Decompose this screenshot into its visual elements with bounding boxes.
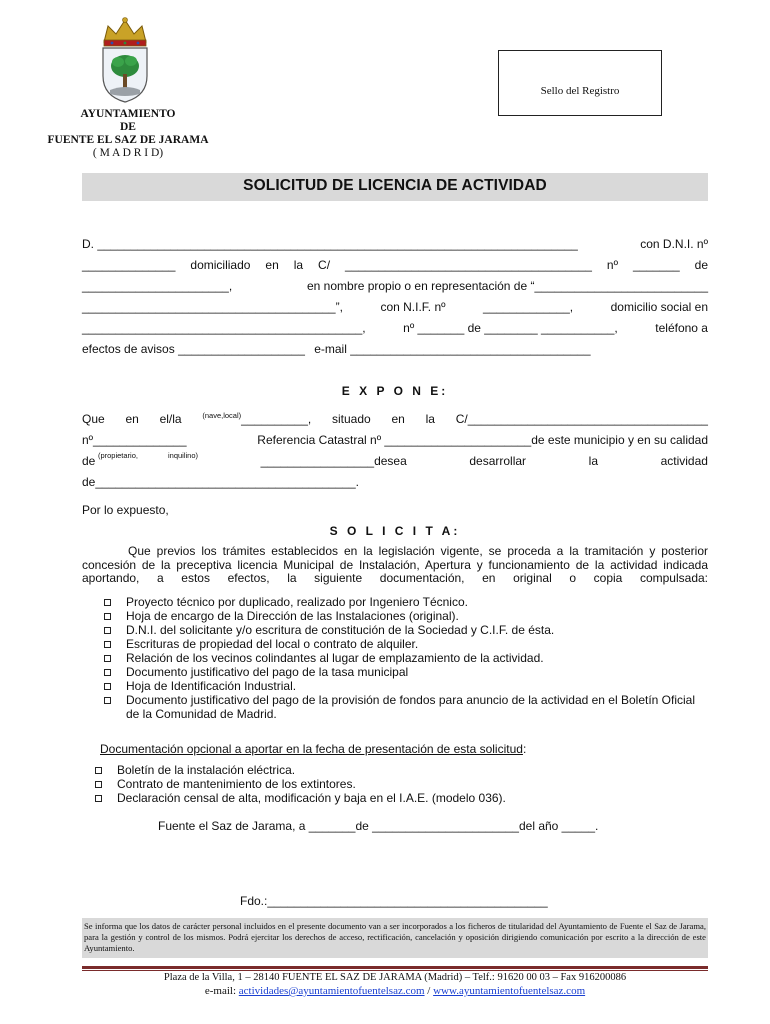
nif-field[interactable]: _____________,	[483, 300, 574, 314]
word-desarrollar: desarrollar	[469, 454, 527, 468]
list-item-label: Relación de los vecinos colindantes al lugar de emplazamiento de la actividad.	[126, 651, 544, 665]
optional-docs-title-text: Documentación opcional a aportar en la fecha de presentación de esta solicitud	[100, 742, 523, 756]
word-que: Que	[82, 412, 105, 426]
form-line-contact[interactable]	[82, 342, 652, 356]
list-item-label: Declaración censal de alta, modificación y baja en el I.A.E. (modelo 036).	[117, 791, 506, 805]
dni-field[interactable]: ______________	[82, 258, 176, 272]
checkbox[interactable]	[104, 683, 111, 690]
activity-field[interactable]: de_______________________________________.	[82, 475, 359, 489]
list-item-label: D.N.I. del solicitante y/o escritura de constitución de la Sociedad y C.I.F. de ésta.	[126, 623, 555, 637]
email-field[interactable]: ____________________________________	[350, 342, 591, 356]
owner-hint: (propietario,	[97, 451, 138, 460]
checkbox[interactable]	[104, 613, 111, 620]
list-item-label: Documento justificativo del pago de la tasa municipal	[126, 665, 409, 679]
list-item-label: Proyecto técnico por duplicado, realizado por Ingeniero Técnico.	[126, 595, 468, 609]
list-item-label: Hoja de encargo de la Dirección de las Instalaciones (original).	[126, 609, 459, 623]
word-de: de	[82, 454, 96, 468]
list-item[interactable]	[104, 609, 708, 623]
checkbox[interactable]	[95, 781, 102, 788]
list-item[interactable]	[104, 679, 708, 693]
word-en: en	[125, 412, 139, 426]
dni-label: con D.N.I. nº	[640, 237, 708, 251]
word-la: la	[293, 258, 304, 272]
list-item[interactable]	[95, 763, 708, 777]
checkbox[interactable]	[104, 655, 111, 662]
footer-separator: /	[427, 985, 431, 997]
cadastral-reference-field[interactable]: Referencia Catastral nº ______________________de este municipio y en su calidad	[257, 433, 708, 447]
word-la: la	[425, 412, 435, 426]
checkbox[interactable]	[95, 795, 102, 802]
list-item-label: Documento justificativo del pago de la provisión de fondos para anuncio de la actividad en el Boletín Oficial de la Comunidad de Madrid.	[126, 693, 696, 721]
street-field[interactable]: _____________________________________	[345, 258, 592, 272]
checkbox[interactable]	[104, 627, 111, 634]
list-item-label: Contrato de mantenimiento de los extintores.	[117, 777, 356, 791]
premises-type-field[interactable]: __________,	[241, 412, 312, 426]
address-number-city-field[interactable]: nº _______ de ________ ___________,	[403, 321, 618, 335]
title-bar	[82, 173, 708, 201]
notices-label: efectos de avisos	[82, 342, 175, 356]
footer-email-label: e-mail:	[204, 985, 237, 997]
form-line-applicant[interactable]	[82, 237, 708, 251]
optional-documents-list	[95, 763, 708, 805]
list-item-label: Escrituras de propiedad del local o contrato de alquiler.	[126, 637, 419, 651]
expone-line-3[interactable]	[82, 451, 708, 468]
checkbox[interactable]	[104, 697, 111, 704]
form-line-nif[interactable]	[82, 300, 708, 314]
social-address-label: domicilio social en	[610, 300, 708, 314]
list-item[interactable]	[104, 665, 708, 679]
word-en: en	[265, 258, 279, 272]
tenant-hint: inquilino)	[167, 451, 199, 460]
list-item[interactable]	[104, 623, 708, 637]
word-situado: situado	[331, 412, 371, 426]
list-item-label: Hoja de Identificación Industrial.	[126, 679, 297, 693]
checkbox[interactable]	[95, 767, 102, 774]
footer-divider	[82, 966, 708, 969]
optional-docs-title	[100, 742, 526, 756]
municipality-name: FUENTE EL SAZ DE JARAMA	[47, 134, 209, 146]
phone-field[interactable]: ___________________	[178, 342, 305, 356]
solicita-heading: S O L I C I T A:	[329, 524, 461, 538]
required-documents-list	[104, 595, 708, 721]
form-line-representation[interactable]	[82, 279, 708, 293]
document-title: SOLICITUD DE LICENCIA DE ACTIVIDAD	[243, 177, 547, 194]
expone-line-1[interactable]	[82, 412, 708, 428]
word-la: la	[588, 454, 598, 468]
province-label: ( M A D R I D)	[92, 147, 164, 159]
list-item[interactable]	[95, 791, 708, 805]
number-label: nº	[606, 258, 618, 272]
street-label: C/	[318, 258, 331, 272]
nif-label: con N.I.F. nº	[380, 300, 446, 314]
word-de: de	[694, 258, 708, 272]
data-protection-notice: Se informa que los datos de carácter personal incluidos en el presente documento van a ser incorporados a los ficheros de titularidad del Ayuntamiento de Fuente el Saz de Jarama, para la gestión y control de los mismos. Podrá ejercitar los derechos de acceso, rectificación, cancelación y oposición dirigiendo comunicación por escrito a la dirección de este Ayuntamiento.	[82, 918, 708, 958]
form-line-address-phone[interactable]	[82, 321, 708, 335]
premises-type-hint: (nave,local)	[202, 411, 242, 420]
signature-line[interactable]: Fdo.:__________________________________________	[240, 894, 548, 908]
checkbox[interactable]	[104, 669, 111, 676]
premises-number-field[interactable]: nº______________	[82, 433, 187, 447]
footer-contact	[82, 985, 708, 997]
solicita-paragraph: Que previos los trámites establecidos en la legislación vigente, se proceda a la tramitación y posterior concesión de la preceptiva licencia Municipal de Instalación, Apertura y funcionamiento de la actividad indicada aportando, a estos efectos, la siguiente documentación, en original o copia compulsada:	[82, 545, 708, 585]
list-item[interactable]	[104, 637, 708, 651]
capacity-field[interactable]: _________________desea	[260, 454, 407, 468]
municipal-crest-logo	[98, 14, 152, 104]
footer-divider-thin	[82, 970, 708, 971]
form-line-domicile[interactable]	[82, 258, 708, 272]
ayuntamiento-de: DE	[120, 121, 136, 133]
number-field[interactable]: _______	[632, 258, 680, 272]
checkbox[interactable]	[104, 641, 111, 648]
social-address-field[interactable]: __________________________________________,	[82, 321, 366, 335]
checkbox[interactable]	[104, 599, 111, 606]
footer-email-link[interactable]: actividades@ayuntamientofuentelsaz.com	[238, 985, 425, 997]
representation-field[interactable]: en nombre propio o en representación de “__________________________	[307, 279, 708, 293]
premises-street-field[interactable]: C/____________________________________	[455, 412, 708, 426]
represented-name-field[interactable]: ______________________________________”,	[82, 300, 343, 314]
list-item[interactable]	[104, 693, 708, 721]
optional-docs-colon: :	[522, 742, 527, 756]
date-line[interactable]: Fuente el Saz de Jarama, a _______de ______________________del año _____.	[158, 819, 599, 833]
phone-label: teléfono a	[655, 321, 708, 335]
list-item-label: Boletín de la instalación eléctrica.	[117, 763, 296, 777]
word-actividad: actividad	[660, 454, 708, 468]
expone-line-2[interactable]	[82, 433, 708, 447]
ayuntamiento-label: AYUNTAMIENTO	[80, 108, 176, 120]
word-en: en	[391, 412, 405, 426]
list-item[interactable]	[104, 651, 708, 665]
footer-web-link[interactable]: www.ayuntamientofuentelsaz.com	[433, 985, 586, 997]
footer-address: Plaza de la Villa, 1 – 28140 FUENTE EL SAZ DE JARAMA (Madrid) – Telf.: 91620 00 03 – Fax 916200086	[163, 972, 627, 983]
email-label: e-mail	[314, 342, 347, 356]
registry-stamp-label: Sello del Registro	[540, 85, 620, 97]
list-item[interactable]	[95, 777, 708, 791]
list-item[interactable]	[104, 595, 708, 609]
por-lo-expuesto: Por lo expuesto,	[82, 503, 169, 517]
registry-stamp-box	[498, 50, 662, 116]
applicant-name-field[interactable]: D. ________________________________________________________________________	[82, 237, 578, 251]
word-el-la: el/la	[159, 412, 182, 426]
city-field[interactable]: ______________________,	[82, 279, 233, 293]
expone-heading: E X P O N E:	[341, 384, 449, 398]
domiciliado-label: domiciliado	[190, 258, 251, 272]
